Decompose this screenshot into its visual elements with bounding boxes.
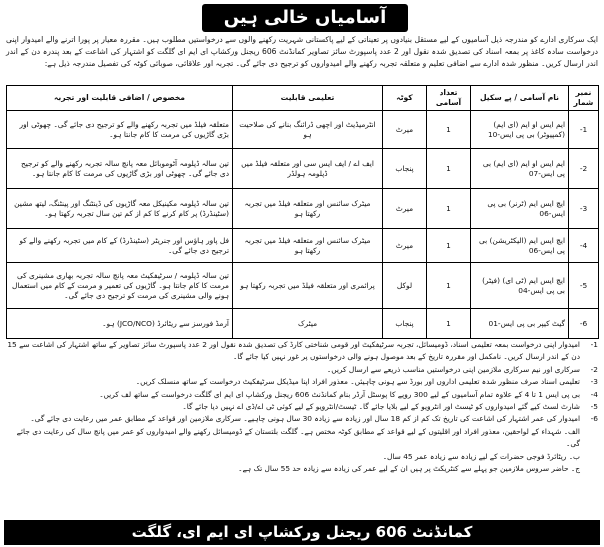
rule-text: شارٹ لسٹ کیے گئے امیدواروں کو ٹیسٹ اور انٹرویو کے لیے بلایا جائے گا۔ ٹیسٹ/انٹرویو کے لیے کوئی ٹی اے/ڈی اے نہیں دیا جائے گا۔ xyxy=(182,402,580,412)
rule-text: الف۔ شہداء کے لواحقین، معذور افراد اور اقلیتوں کے لیے قواعد کے مطابق کوٹہ مختص ہے۔ گلگت بلتستان کے ڈومیسائل رکھنے والے امیدواروں کو عمر میں پانچ سال کی رعایت دی جائے گی۔ xyxy=(16,426,580,449)
header-num: تعداد آسامی xyxy=(427,86,471,111)
cell-sr: 5- xyxy=(569,263,599,309)
cell-quota: میرٹ xyxy=(383,189,427,229)
cell-edu: میٹرک سائنس اور متعلقہ فیلڈ میں تجربہ رکھتا ہو xyxy=(233,229,383,263)
cell-post: ایم ایس او ایم (ای ایم) (کمپیوٹر) بی پی ایس-10 xyxy=(471,111,569,149)
cell-post: ایم ایس او ایم (ای ایم) بی پی ایس-07 xyxy=(471,149,569,189)
cell-edu: ایف اے / ایف ایس سی اور متعلقہ فیلڈ میں ڈپلومہ ہولڈر xyxy=(233,149,383,189)
cell-sr: 4- xyxy=(569,229,599,263)
cell-quota: میرٹ xyxy=(383,229,427,263)
rule-item xyxy=(6,463,598,475)
cell-exp: آرمڈ فورسز سے ریٹائرڈ (JCO/NCO) ہو۔ xyxy=(7,309,233,339)
cell-post: ایچ ایس ایم (ٹرنر) بی پی ایس-06 xyxy=(471,189,569,229)
table-row xyxy=(7,111,599,149)
rule-item xyxy=(6,426,598,451)
rule-number: 5- xyxy=(590,402,598,412)
header-quota: کوٹہ xyxy=(383,86,427,111)
rule-text: ج۔ حاضر سروس ملازمین جو پہلے سے کنٹریکٹ پر ہیں ان کے لیے عمر کی زیادہ سے زیادہ حد 55 سال تک ہے۔ xyxy=(238,464,580,474)
ad-title: آسامیاں خالی ہیں xyxy=(202,4,408,32)
rule-number: 3- xyxy=(590,377,598,387)
cell-num: 1 xyxy=(427,309,471,339)
rule-item xyxy=(6,413,598,425)
rule-number: 2- xyxy=(590,364,598,374)
cell-edu: انٹرمیڈیٹ اور اچھی ڈرائنگ بنانے کی صلاحیت ہو xyxy=(233,111,383,149)
job-advertisement xyxy=(4,2,600,545)
cell-sr: 1- xyxy=(569,111,599,149)
cell-quota: میرٹ xyxy=(383,111,427,149)
cell-post: ایچ ایس ایم (الیکٹریشن) بی پی ایس-06 xyxy=(471,229,569,263)
cell-edu: پرائمری اور متعلقہ فیلڈ میں تجربہ رکھتا ہو xyxy=(233,263,383,309)
rule-text: سرکاری اور نیم سرکاری ملازمین اپنی درخواستیں مناسب ذریعے سے ارسال کریں۔ xyxy=(326,364,580,374)
rule-item xyxy=(6,389,598,401)
rule-text: امیدوار کی عمر اشتہار کی اشاعت کی تاریخ تک کم از کم 18 سال اور زیادہ سے زیادہ 30 سال ہونی چاہیے۔ سرکاری ملازمین اور قواعد کے مطابق عمر میں رعایت دی جائے گی۔ xyxy=(30,414,580,424)
cell-quota: لوکل xyxy=(383,263,427,309)
cell-num: 1 xyxy=(427,149,471,189)
cell-quota: پنجاب xyxy=(383,309,427,339)
cell-sr: 6- xyxy=(569,309,599,339)
rule-number xyxy=(580,463,598,475)
cell-exp: فل پاور ہاؤس اور جنریٹر (سٹینڈرڈ) کے کام میں تجربہ رکھنے والے کو ترجیح دی جائے گی۔ xyxy=(7,229,233,263)
rule-text: امیدوار اپنی درخواست بمعہ تعلیمی اسناد، ڈومیسائل، تجربہ سرٹیفکیٹ اور قومی شناختی کارڈ کی تصدیق شدہ نقول اور 2 عدد پاسپورٹ سائز تصاویر کے ساتھ اشتہار کی اشاعت سے 15 دن کے اندر ارسال کریں۔ نامکمل اور مقررہ تاریخ کے بعد موصول ہونے والی درخواستوں پر غور نہیں کیا جائے گا۔ xyxy=(7,340,580,362)
table-row xyxy=(7,309,599,339)
rule-text: بی پی ایس 1 تا 4 کے علاوہ تمام آسامیوں کے لیے 300 روپے کا پوسٹل آرڈر بنام کمانڈنٹ 606 ریجنل ورکشاپ ای ایم ای گلگت درخواست کے ساتھ لف کریں۔ xyxy=(99,389,580,399)
cell-num: 1 xyxy=(427,111,471,149)
header-edu: تعلیمی قابلیت xyxy=(233,86,383,111)
cell-sr: 2- xyxy=(569,149,599,189)
cell-quota: پنجاب xyxy=(383,149,427,189)
rule-item xyxy=(6,376,598,388)
cell-exp: تین سالہ ڈپلومہ مکینیکل معہ گاڑیوں کی ڈینٹنگ اور پینٹنگ، لیتھ مشین (سٹینڈرڈ) پر کام کرنے کا کم از کم تین سال تجربہ رکھتا ہو۔ xyxy=(7,189,233,229)
cell-exp: متعلقہ فیلڈ میں تجربہ رکھنے والے کو ترجیح دی جائے گی۔ چھوٹی اور بڑی گاڑیوں کی مرمت کا کام جانتا ہو۔ xyxy=(7,111,233,149)
header-sr: نمبر شمار xyxy=(569,86,599,111)
cell-edu: میٹرک سائنس اور متعلقہ فیلڈ میں تجربہ رکھتا ہو xyxy=(233,189,383,229)
footer-signature: کمانڈنٹ 606 ریجنل ورکشاپ ای ایم ای، گلگت xyxy=(4,520,600,545)
cell-num: 1 xyxy=(427,229,471,263)
header-post: نام آسامی / پے سکیل xyxy=(471,86,569,111)
rule-item xyxy=(6,401,598,413)
header-exp: مخصوص / اضافی قابلیت اور تجربہ xyxy=(7,86,233,111)
rule-number: 4- xyxy=(590,389,598,399)
cell-edu: میٹرک xyxy=(233,309,383,339)
terms-and-conditions xyxy=(6,339,598,475)
vacancies-table xyxy=(6,85,599,339)
rule-number xyxy=(580,426,598,451)
cell-exp: تین سالہ ڈپلومہ آٹوموبائل معہ پانچ سالہ تجربہ رکھنے والے کو ترجیح دی جائے گی۔ چھوٹی اور بڑی گاڑیوں کی مرمت کا کام جانتا ہو۔ xyxy=(7,149,233,189)
intro-paragraph: ایک سرکاری ادارے کو مندرجہ ذیل آسامیوں کے لیے مستقل بنیادوں پر تعیناتی کے لیے پاکستانی شہریت رکھنے والوں سے درخواستیں مطلوب ہیں۔ مقررہ معیار پر پورا اترنے والے امیدوار اپنی درخواست سادہ کاغذ پر بمعہ اسناد کی تصدیق شدہ نقول اور 2 عدد پاسپورٹ سائز تصاویر کمانڈنٹ 606 ریجنل ورکشاپ ای ایم ای گلگت کو اشتہار کی اشاعت کے بعد پندرہ دن کے اندر اندر ارسال کریں۔ منظور شدہ ادارے سے اضافی تعلیم و متعلقہ تجربہ رکھنے والے امیدواروں کو ترجیح دی جائے گی۔ تجربہ اور علاقائی، صوبائی کوٹہ کی تفصیل مندرجہ ذیل ہے: xyxy=(6,35,598,68)
rule-item xyxy=(6,364,598,376)
table-header-row xyxy=(7,86,599,111)
table-row xyxy=(7,149,599,189)
cell-num: 1 xyxy=(427,263,471,309)
cell-post: گیٹ کیپر بی پی ایس-01 xyxy=(471,309,569,339)
rule-number: 1- xyxy=(590,340,598,349)
table-row xyxy=(7,189,599,229)
cell-exp: تین سالہ ڈپلومہ / سرٹیفکیٹ معہ پانچ سالہ تجربہ بھاری مشینری کی مرمت کا کام جانتا ہو۔ گاڑیوں کی تعمیر و مرمت کے کام میں استعمال ہونے والی مشینری کی مرمت کو ترجیح دی جائے گی۔ xyxy=(7,263,233,309)
cell-sr: 3- xyxy=(569,189,599,229)
rule-text: تعلیمی اسناد صرف منظور شدہ تعلیمی اداروں اور بورڈ سے ہونی چاہیئں۔ معذور افراد اپنا میڈیکل سرٹیفکیٹ درخواست کے ساتھ منسلک کریں۔ xyxy=(135,377,580,387)
rule-number: 6- xyxy=(590,414,598,424)
table-row xyxy=(7,229,599,263)
rule-item xyxy=(6,451,598,463)
rule-text: ب۔ ریٹائرڈ فوجی حضرات کے لیے زیادہ سے زیادہ عمر 45 سال۔ xyxy=(382,451,580,461)
table-row xyxy=(7,263,599,309)
rule-item xyxy=(6,339,598,364)
rule-number xyxy=(580,451,598,463)
cell-num: 1 xyxy=(427,189,471,229)
cell-post: ایچ ایس ایم (ٹی ای) (فیٹر) بی پی ایس-04 xyxy=(471,263,569,309)
